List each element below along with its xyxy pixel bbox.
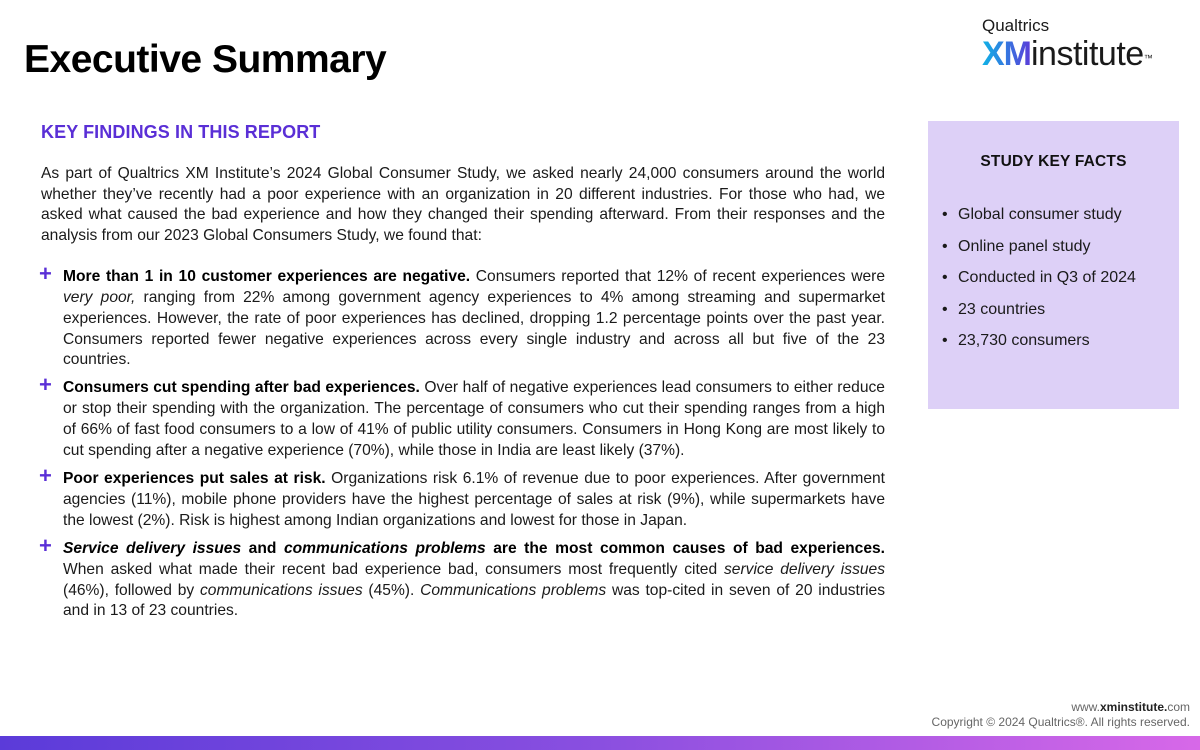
- bottom-gradient-bar: [0, 736, 1200, 750]
- url-prefix: www.: [1071, 700, 1100, 714]
- fact-label: 23 countries: [958, 300, 1046, 318]
- finding-lead: Poor experiences put sales at risk.: [63, 469, 326, 487]
- finding-text: When asked what made their recent bad experience bad, consumers most frequently cited: [63, 560, 724, 578]
- plus-icon: +: [39, 462, 52, 488]
- logo-institute: institute: [1031, 35, 1144, 73]
- fact-item: [942, 199, 1179, 231]
- findings-list: [39, 260, 886, 623]
- bullet-icon: •: [942, 332, 948, 349]
- finding-lead-emphasis: Service delivery issues: [63, 539, 242, 557]
- finding-text: (46%), followed by: [63, 581, 200, 599]
- fact-label: Global consumer study: [958, 206, 1122, 223]
- finding-lead-text: and: [241, 539, 284, 557]
- finding-text: Organizations risk 6.1% of revenue due to poor experiences. After government agencies (11%), mobile phone providers have the highest percentage of sales at risk (9%), while supermarkets have the lowest (2%). Risk is highest among Indian organizations and lowest for those in Japan.: [63, 469, 885, 529]
- logo-qualtrics-text: Qualtrics: [982, 16, 1050, 35]
- bullet-icon: •: [942, 300, 948, 318]
- finding-item: [39, 462, 885, 532]
- finding-item: [39, 260, 885, 372]
- plus-icon: +: [39, 372, 52, 398]
- section-heading: KEY FINDINGS IN THIS REPORT: [41, 122, 321, 142]
- finding-lead-emphasis: communications problems: [283, 539, 486, 557]
- study-key-facts-panel: [928, 121, 1179, 409]
- bullet-icon: •: [942, 206, 948, 223]
- finding-lead: [63, 540, 885, 557]
- finding-lead: More than 1 in 10 customer experiences are negative.: [63, 267, 471, 285]
- fact-item: [942, 262, 1179, 294]
- plus-icon: +: [39, 260, 52, 286]
- facts-list: [928, 199, 1179, 357]
- footer-url[interactable]: [932, 700, 1190, 715]
- key-findings-section: [41, 122, 885, 629]
- fact-item: [942, 325, 1179, 357]
- finding-emphasis: service delivery issues: [724, 560, 886, 578]
- footer: [932, 700, 1190, 730]
- finding-text: was top-cited in seven of 20 industries and in 13 of 23 countries.: [63, 581, 886, 620]
- qualtrics-xm-institute-logo: [982, 16, 1182, 72]
- finding-emphasis: Communications problems: [420, 581, 607, 599]
- fact-label: 23,730 consumers: [958, 332, 1090, 349]
- plus-icon: +: [39, 532, 52, 558]
- finding-item: [39, 532, 886, 623]
- finding-lead: Consumers cut spending after bad experiences.: [63, 379, 420, 397]
- bullet-icon: •: [942, 269, 948, 286]
- fact-item: [942, 231, 1179, 263]
- logo-trademark: ™: [1143, 53, 1153, 63]
- url-domain: xminstitute.: [1099, 700, 1168, 714]
- facts-title: STUDY KEY FACTS: [980, 153, 1127, 170]
- logo-main: [982, 36, 1182, 72]
- fact-label: Conducted in Q3 of 2024: [958, 269, 1136, 286]
- page-title: Executive Summary: [24, 38, 387, 81]
- url-suffix: com: [1167, 700, 1190, 714]
- copyright: Copyright © 2024 Qualtrics®. All rights reserved.: [931, 715, 1190, 729]
- finding-item: [39, 372, 885, 462]
- finding-emphasis: communications issues: [199, 581, 363, 599]
- fact-label: Online panel study: [958, 237, 1091, 255]
- finding-lead-text: are the most common causes of bad experiences.: [485, 539, 885, 557]
- logo-xm: XM: [982, 35, 1031, 73]
- finding-text: Consumers reported that 12% of recent experiences were: [470, 267, 885, 285]
- fact-item: [942, 294, 1179, 326]
- finding-text: (45%).: [362, 581, 421, 599]
- intro-paragraph: As part of Qualtrics XM Institute’s 2024 Global Consumer Study, we asked nearly 24,000 consumers around the world whether they’ve recently had a poor experience with an organization in 20 different industries. For those who had, we asked what caused the bad experience and how they changed their spending afterward. From their responses and the analysis from our 2023 Global Consumers Study, we found that:: [41, 165, 885, 245]
- finding-text: ranging from 22% among government agency experiences to 4% among streaming and supermarket experiences. However, the rate of poor experiences has declined, dropping 1.2 percentage points over the past year. Consumers reported fewer negative experiences across every single industry and across all but five of the 23 countries.: [63, 288, 885, 369]
- bullet-icon: •: [942, 237, 948, 255]
- finding-emphasis: very poor,: [63, 288, 136, 306]
- finding-text: Over half of negative experiences lead consumers to either reduce or stop their spending with the organization. The percentage of consumers who cut their spending ranges from a high of 66% of fast food consumers to a low of 41% of public utility consumers. Consumers in Hong Kong are most likely to cut spending after a negative experience (70%), while those in India are least likely (37%).: [63, 379, 885, 460]
